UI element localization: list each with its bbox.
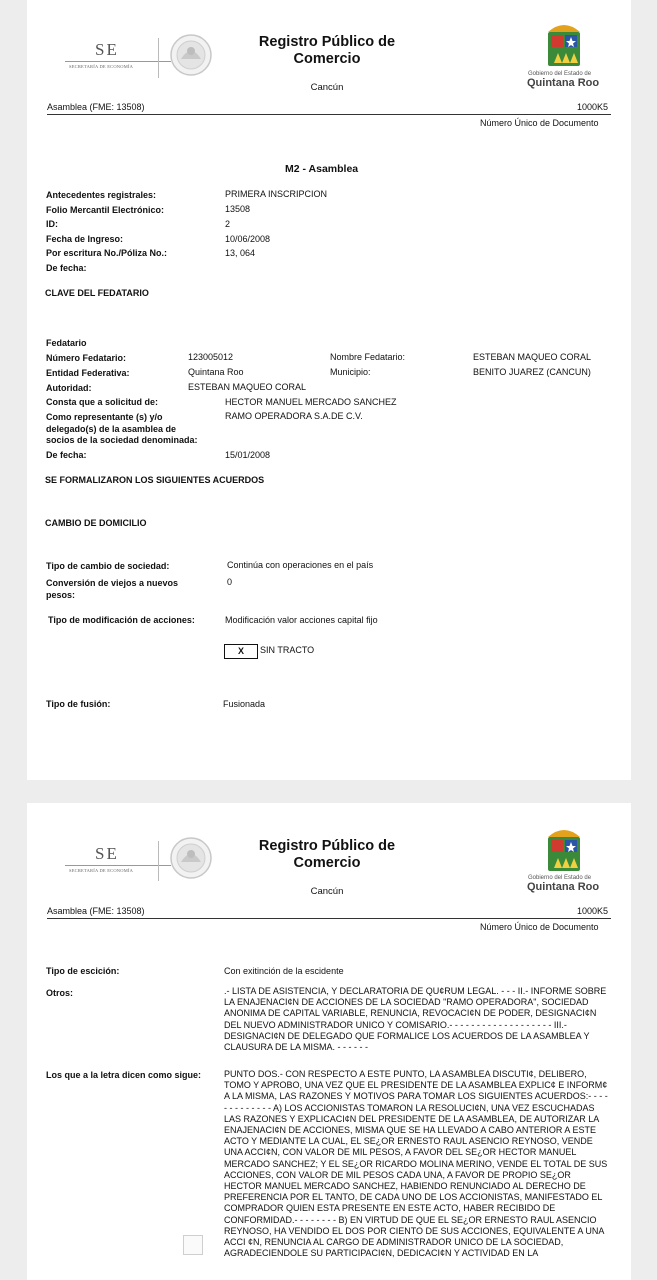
municipio-value: BENITO JUAREZ (CANCUN) xyxy=(473,367,591,377)
antecedentes-label: Antecedentes registrales: xyxy=(46,190,157,200)
letra-text: PUNTO DOS.- CON RESPECTO A ESTE PUNTO, LA ASAMBLEA DISCUTI¢, DELIBERO, TOMO Y APROBO, UNA VEZ QUE EL PRESIDENTE DE LA ASAMBLEA EXPLIC¢ E INFORM¢ A LA MISMA, LAS RAZONES Y MOTIVOS PARA TOMAR LOS SIGUIENTES ACUERDOS:- - - - - - - - - - - - - A) LOS ACCIONISTAS TOMARON LA RESOLUCI¢N, UNA VEZ ESCUCHADAS LAS RAZONES Y EXPLICACI¢N DEL PRESIDENTE DE LA ASAMBLEA, DE AUTORIZAR LA ENAJENACI¢N DE ACCIONES, MISMA QUE SE HA LLEVADO A CABO ANTERIOR A ESTE ACTO Y MEDIANTE LA CUAL, EL SE¿OR ERNESTO RAUL ASENCIO REYNOSO, VENDE UNA ACCI¢N, CON VALOR DE MIL PESOS, A FAVOR DEL SE¿OR HECTOR MANUEL MERCADO SANCHEZ; Y EL SE¿OR RICARDO MOLINA MERINO, VENDE EL TOTAL DE SUS ACCIONES, CON VALOR DE MIL PESOS CADA UNA, A FAVOR DE PROPIO SE¿OR HECTOR MANUEL MERCADO SANCHEZ, HABIENDO RENUNCIADO AL DERECHO DE PREFERENCIA POR EL TANTO, DE CADA UNO DE LOS ACCIONISTAS, MANIFESTADO EL COMPRADOR QUIEN ESTA PRESENTE EN ESTE ACTO, HABER RECIBIDO DE CONFORMIDAD.- - - - - - - - B) EN VIRTUD DE QUE EL SE¿OR ERNESTO RAUL ASENCIO REYNOSO, HA VENDIDO EL DOS POR CIENTO DE SUS ACCIONES, EQUIVALENTE A UNA ACCI ¢N, RENUNCIA AL CARGO DE ADMINISTRADOR UNICO DE LA SOCIEDAD, AGRADECIENDOLE SU PARTICIPACI¢N, DEDICACI¢N Y ACTIVIDAD EN LA xyxy=(224,1069,608,1259)
tipo-fusion-value: Fusionada xyxy=(223,699,266,709)
empty-checkbox[interactable] xyxy=(183,1235,203,1255)
representante-label xyxy=(46,412,198,447)
document-code: 1000K5 xyxy=(577,906,609,916)
tipo-escicion-label: Tipo de escición: xyxy=(46,966,120,976)
fecha-ingreso-label: Fecha de Ingreso: xyxy=(46,234,124,244)
state-subtitle: Gobierno del Estado de xyxy=(528,71,592,77)
entidad-value: Quintana Roo xyxy=(188,367,244,377)
header-city: Cancún xyxy=(310,886,344,897)
representante-label-line3: socios de la sociedad denominada: xyxy=(46,435,198,445)
se-logo xyxy=(55,844,185,884)
otros-text: .- LISTA DE ASISTENCIA, Y DECLARATORIA DE QU¢RUM LEGAL. - - - II.- INFORME SOBRE LA ENAJENACI¢N DE ACCIONES DE LA SOCIEDAD "RAMO OPERADORA", SOCIEDAD ANONIMA DE CAPITAL VARIABLE, RENUNCIA, REVOCACI¢N DE PODER, DESIGNACI¢N DEL NUEVO ADMINISTRADOR UNICO Y COMISARIO.- - - - - - - - - - - - - - - - - - - III.- DESIGNACI¢N DE DELEGADO QUE FORMALICE LOS ACUERDOS DE LA ASAMBLEA Y CLAUSURA DE LA MISMA. - - - - - - xyxy=(224,986,607,1053)
entidad-label: Entidad Federativa: xyxy=(46,368,130,378)
asamblea-id: Asamblea (FME: 13508) xyxy=(47,102,145,112)
asamblea-id: Asamblea (FME: 13508) xyxy=(47,906,145,916)
header-title-line1: Registro Público de xyxy=(258,838,396,854)
state-name: Quintana Roo xyxy=(527,77,600,89)
se-logo-letters: SE xyxy=(95,844,119,863)
acuerdos-heading: SE FORMALIZARON LOS SIGUIENTES ACUERDOS xyxy=(45,475,265,485)
section-title: M2 - Asamblea xyxy=(285,163,359,175)
quintana-roo-emblem-icon xyxy=(544,823,584,875)
autoridad-label: Autoridad: xyxy=(46,383,92,393)
municipio-label: Municipio: xyxy=(330,367,371,377)
fecha-acta-value: 15/01/2008 xyxy=(225,450,271,460)
escritura-label: Por escritura No./Póliza No.: xyxy=(46,248,168,258)
id-label: ID: xyxy=(46,219,58,229)
id-value: 2 xyxy=(225,219,231,229)
sin-tracto-label: SIN TRACTO xyxy=(260,645,315,655)
header-title-line2: Comercio xyxy=(293,51,361,67)
numero-unico-label: Número Único de Documento xyxy=(480,118,599,128)
letra-label: Los que a la letra dicen como sigue: xyxy=(46,1070,202,1080)
conversion-label xyxy=(46,578,178,601)
tipo-fusion-label: Tipo de fusión: xyxy=(46,699,111,709)
autoridad-value: ESTEBAN MAQUEO CORAL xyxy=(188,382,307,392)
fecha-acta-label: De fecha: xyxy=(46,450,87,460)
quintana-roo-emblem-icon xyxy=(544,18,584,70)
representante-label-line2: delegado(s) de la asamblea de xyxy=(46,423,177,434)
header-city: Cancún xyxy=(310,82,344,93)
header-title-line2: Comercio xyxy=(293,855,361,871)
nombre-fedatario-label: Nombre Fedatario: xyxy=(330,352,406,362)
numero-fedatario-value: 123005012 xyxy=(188,352,234,362)
state-name: Quintana Roo xyxy=(527,881,600,893)
representante-label-line1: Como representante (s) y/o xyxy=(46,412,163,422)
document-page-1 xyxy=(27,0,631,780)
numero-unico-label: Número Único de Documento xyxy=(480,922,599,932)
se-logo-subtitle: SECRETARÍA DE ECONOMÍA xyxy=(69,868,134,873)
se-logo-letters: SE xyxy=(95,40,119,59)
otros-label: Otros: xyxy=(46,988,73,998)
mexico-seal-icon xyxy=(167,33,215,77)
folio-value: 13508 xyxy=(225,204,251,214)
numero-fedatario-label: Número Fedatario: xyxy=(46,353,127,363)
nombre-fedatario-value: ESTEBAN MAQUEO CORAL xyxy=(473,352,592,362)
conversion-label-line1: Conversión de viejos a nuevos xyxy=(46,578,179,588)
representante-value: RAMO OPERADORA S.A.DE C.V. xyxy=(225,411,363,421)
tipo-escicion-value: Con exitinción de la escidente xyxy=(224,966,344,976)
consta-value: HECTOR MANUEL MERCADO SANCHEZ xyxy=(225,397,397,407)
conversion-value: 0 xyxy=(227,577,233,587)
conversion-label-line2: pesos: xyxy=(46,589,76,600)
document-code: 1000K5 xyxy=(577,102,609,112)
fedatario-heading: Fedatario xyxy=(46,338,87,348)
document-page-2 xyxy=(27,803,631,1280)
se-logo-subtitle: SECRETARÍA DE ECONOMÍA xyxy=(69,64,134,69)
header-title xyxy=(227,838,427,872)
clave-fedatario-heading: CLAVE DEL FEDATARIO xyxy=(45,288,149,298)
header-title xyxy=(227,34,427,68)
state-subtitle: Gobierno del Estado de xyxy=(528,875,592,881)
cambio-domicilio-heading: CAMBIO DE DOMICILIO xyxy=(45,518,147,528)
folio-label: Folio Mercantil Electrónico: xyxy=(46,205,165,215)
escritura-value: 13, 064 xyxy=(225,248,256,258)
de-fecha-label: De fecha: xyxy=(46,263,87,273)
tipo-cambio-value: Continúa con operaciones en el país xyxy=(227,560,374,570)
mexico-seal-icon xyxy=(167,836,215,880)
se-logo xyxy=(55,40,185,80)
antecedentes-value: PRIMERA INSCRIPCION xyxy=(225,189,328,199)
tipo-modificacion-value: Modificación valor acciones capital fijo xyxy=(225,615,378,625)
tipo-modificacion-label: Tipo de modificación de acciones: xyxy=(48,615,195,625)
header-title-line1: Registro Público de xyxy=(258,34,396,50)
tipo-cambio-label: Tipo de cambio de sociedad: xyxy=(46,561,170,571)
consta-label: Consta que a solicitud de: xyxy=(46,397,159,407)
fecha-ingreso-value: 10/06/2008 xyxy=(225,234,271,244)
sin-tracto-checkbox: X xyxy=(224,644,258,659)
